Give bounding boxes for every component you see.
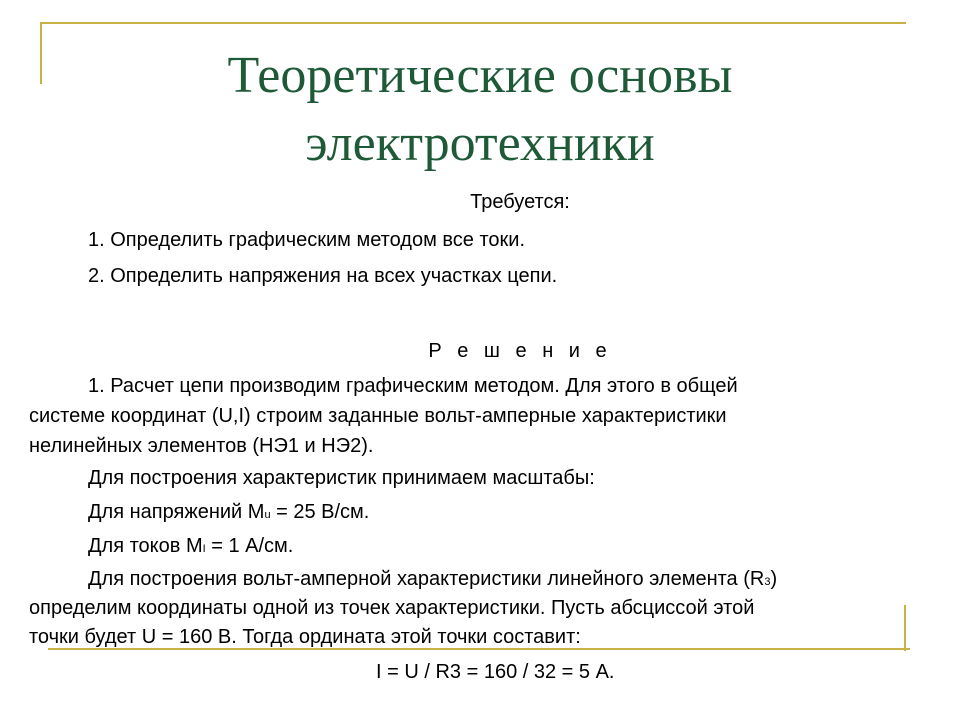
requirement-item-2: 2. Определить напряжения на всех участках цепи. (88, 265, 558, 287)
voltage-scale-prefix: Для напряжений M (88, 501, 265, 523)
scales-intro: Для построения характеристик принимаем масштабы: (88, 467, 595, 489)
paragraph-2-line-1-close: ) (770, 568, 778, 590)
paragraph-2-line-1-text: Для построения вольт-амперной характеристики линейного элемента (R (88, 568, 765, 590)
slide-title-line-2: электротехники (305, 115, 655, 172)
voltage-scale-value: = 25 В/см. (270, 501, 370, 523)
solution-heading: Р е ш е н и е (428, 340, 612, 362)
solution-paragraph-2-line-1 (88, 567, 777, 594)
frame-right-line (904, 605, 906, 651)
solution-paragraph-1-line-2: системе координат (U,I) строим заданные вольт-амперные характеристики (29, 405, 727, 427)
current-scale-prefix: Для токов M (88, 535, 203, 557)
slide-title-line-1: Теоретические основы (227, 47, 733, 104)
solution-paragraph-2-line-3: точки будет U = 160 В. Тогда ордината этой точки составит: (29, 626, 581, 648)
requirement-item-1: 1. Определить графическим методом все токи. (88, 229, 526, 251)
current-scale (88, 534, 293, 561)
requirements-heading: Требуется: (470, 191, 570, 213)
formula: I = U / R3 = 160 / 32 = 5 А. (376, 661, 615, 683)
voltage-scale-subscript: u (264, 509, 271, 521)
current-scale-value: = 1 А/см. (205, 535, 294, 557)
paragraph-2-line-1-subscript: 3 (764, 576, 771, 588)
solution-paragraph-2-line-2: определим координаты одной из точек характеристики. Пусть абсциссой этой (29, 597, 755, 619)
current-scale-subscript: I (202, 543, 206, 555)
frame-top-line (40, 22, 906, 24)
voltage-scale (88, 500, 369, 527)
solution-paragraph-1-line-3: нелинейных элементов (НЭ1 и НЭ2). (29, 435, 374, 457)
solution-paragraph-1-line-1: 1. Расчет цепи производим графическим методом. Для этого в общей (88, 375, 738, 397)
